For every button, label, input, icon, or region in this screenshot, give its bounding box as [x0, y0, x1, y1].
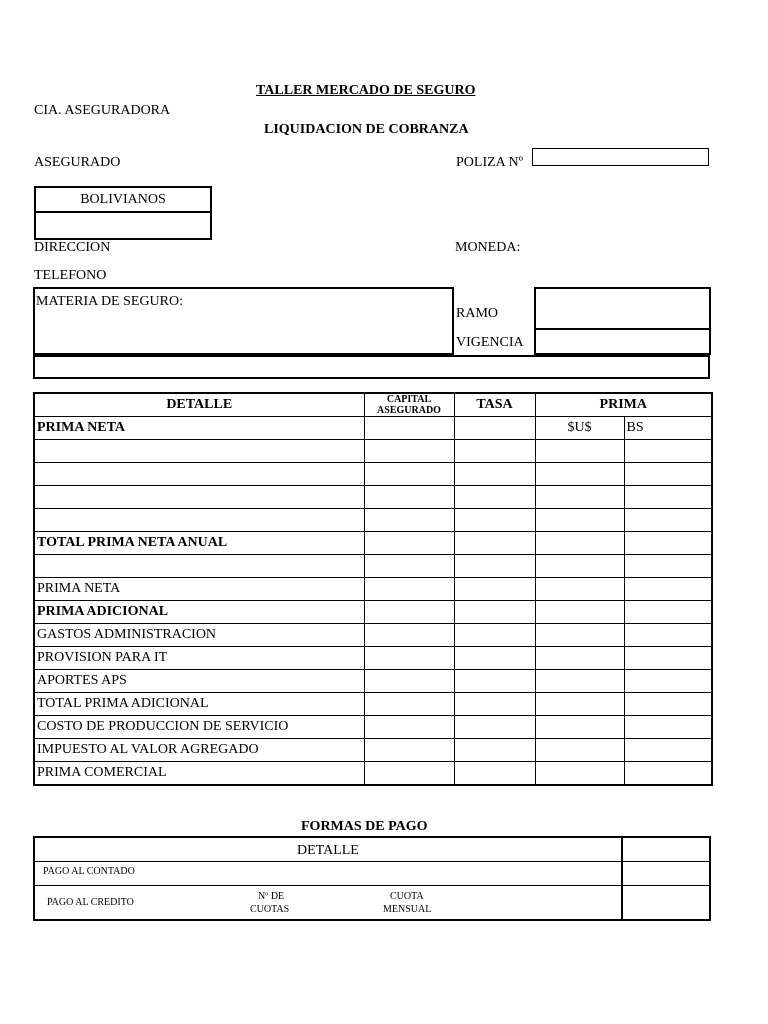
row-impuesto: IMPUESTO AL VALOR AGREGADO — [34, 739, 364, 762]
cell[interactable] — [624, 647, 712, 670]
cell[interactable] — [535, 739, 624, 762]
usd-label: $U$ — [535, 417, 624, 440]
cell[interactable] — [535, 578, 624, 601]
table-row[interactable] — [34, 555, 364, 578]
cell[interactable] — [535, 509, 624, 532]
cell[interactable] — [454, 693, 535, 716]
cell[interactable] — [535, 463, 624, 486]
divider — [33, 885, 711, 886]
cell[interactable] — [454, 555, 535, 578]
row-total-prima-adicional: TOTAL PRIMA ADICIONAL — [34, 693, 364, 716]
direccion-label: DIRECCION — [34, 240, 111, 255]
ramo-label: RAMO — [456, 306, 499, 321]
cuotas-label-1: Nº DE — [258, 891, 285, 902]
row-gastos: GASTOS ADMINISTRACION — [34, 624, 364, 647]
cell[interactable] — [454, 670, 535, 693]
asegurado-label: ASEGURADO — [34, 155, 121, 170]
cell[interactable] — [364, 739, 454, 762]
cell[interactable] — [454, 440, 535, 463]
divider — [621, 837, 623, 920]
cell[interactable] — [454, 762, 535, 785]
pago-contado-label: PAGO AL CONTADO — [43, 866, 135, 877]
vigencia-field[interactable] — [534, 328, 711, 355]
premium-table — [33, 392, 713, 786]
cell[interactable] — [364, 440, 454, 463]
poliza-field[interactable] — [532, 148, 709, 166]
cell[interactable] — [364, 624, 454, 647]
currency-box — [34, 186, 212, 213]
cell[interactable] — [454, 509, 535, 532]
currency-value-field[interactable] — [34, 211, 212, 240]
cell[interactable] — [535, 762, 624, 785]
cell[interactable] — [624, 670, 712, 693]
table-row[interactable] — [34, 463, 364, 486]
cell[interactable] — [454, 647, 535, 670]
cell[interactable] — [364, 463, 454, 486]
currency-box-label: BOLIVIANOS — [80, 192, 166, 207]
pago-credito-label: PAGO AL CREDITO — [47, 897, 134, 908]
cell[interactable] — [454, 578, 535, 601]
table-row[interactable] — [34, 440, 364, 463]
cuota-label-2: MENSUAL — [383, 904, 432, 915]
detalle-header: DETALLE — [34, 393, 364, 417]
row-prima-adicional: PRIMA ADICIONAL — [34, 601, 364, 624]
cell[interactable] — [454, 532, 535, 555]
cell[interactable] — [535, 624, 624, 647]
cell[interactable] — [535, 693, 624, 716]
row-prima-neta: PRIMA NETA — [34, 417, 364, 440]
telefono-label: TELEFONO — [34, 268, 107, 283]
cell[interactable] — [454, 417, 535, 440]
ramo-field[interactable] — [534, 287, 711, 330]
table-row[interactable] — [34, 486, 364, 509]
cell[interactable] — [624, 693, 712, 716]
cell[interactable] — [364, 670, 454, 693]
cell[interactable] — [454, 739, 535, 762]
poliza-label: POLIZA Nº — [456, 155, 523, 170]
cuotas-label-2: CUOTAS — [250, 904, 290, 915]
cell[interactable] — [535, 440, 624, 463]
cell[interactable] — [535, 670, 624, 693]
cell[interactable] — [535, 716, 624, 739]
cell[interactable] — [535, 647, 624, 670]
cell[interactable] — [454, 716, 535, 739]
moneda-label: MONEDA: — [455, 240, 521, 255]
cell[interactable] — [454, 624, 535, 647]
row-prima-comercial: PRIMA COMERCIAL — [34, 762, 364, 785]
cell[interactable] — [454, 463, 535, 486]
cell[interactable] — [624, 486, 712, 509]
cell[interactable] — [624, 555, 712, 578]
cell[interactable] — [364, 555, 454, 578]
cell[interactable] — [624, 463, 712, 486]
payment-detalle-header: DETALLE — [297, 843, 359, 858]
cell[interactable] — [364, 762, 454, 785]
cell[interactable] — [454, 601, 535, 624]
cell[interactable] — [454, 486, 535, 509]
row-aportes: APORTES APS — [34, 670, 364, 693]
capital-header: CAPITAL ASEGURADO — [364, 393, 454, 417]
cell[interactable] — [624, 601, 712, 624]
row-prima-neta-2: PRIMA NETA — [34, 578, 364, 601]
cell[interactable] — [364, 693, 454, 716]
page-subtitle: LIQUIDACION DE COBRANZA — [264, 122, 469, 137]
materia-label: MATERIA DE SEGURO: — [36, 294, 184, 309]
cell[interactable] — [364, 647, 454, 670]
payment-title: FORMAS DE PAGO — [301, 819, 428, 834]
cell[interactable] — [364, 578, 454, 601]
table-row[interactable] — [34, 509, 364, 532]
cell[interactable] — [364, 601, 454, 624]
tasa-header: TASA — [454, 393, 535, 417]
cell[interactable] — [624, 762, 712, 785]
company-label: CIA. ASEGURADORA — [34, 103, 171, 118]
bs-label: BS — [624, 417, 712, 440]
cell[interactable] — [624, 578, 712, 601]
row-total-prima-neta-anual: TOTAL PRIMA NETA ANUAL — [34, 532, 364, 555]
cell[interactable] — [535, 532, 624, 555]
cuota-label-1: CUOTA — [390, 891, 424, 902]
page-title: TALLER MERCADO DE SEGURO — [256, 83, 476, 98]
blank-row-field[interactable] — [33, 355, 710, 379]
cell[interactable] — [535, 486, 624, 509]
vigencia-label: VIGENCIA — [456, 335, 524, 350]
payment-table — [33, 836, 711, 921]
materia-field[interactable] — [33, 287, 454, 355]
row-provision: PROVISION PARA IT — [34, 647, 364, 670]
cell[interactable] — [364, 486, 454, 509]
cell[interactable] — [624, 739, 712, 762]
cell[interactable] — [624, 624, 712, 647]
divider — [33, 861, 711, 862]
cell[interactable] — [364, 509, 454, 532]
cell[interactable] — [364, 716, 454, 739]
cell[interactable] — [624, 716, 712, 739]
row-costo: COSTO DE PRODUCCION DE SERVICIO — [34, 716, 364, 739]
prima-header: PRIMA — [535, 393, 712, 417]
cell[interactable] — [624, 532, 712, 555]
cell[interactable] — [364, 532, 454, 555]
cell[interactable] — [535, 601, 624, 624]
cell[interactable] — [624, 440, 712, 463]
cell[interactable] — [624, 509, 712, 532]
cell[interactable] — [364, 417, 454, 440]
cell[interactable] — [535, 555, 624, 578]
